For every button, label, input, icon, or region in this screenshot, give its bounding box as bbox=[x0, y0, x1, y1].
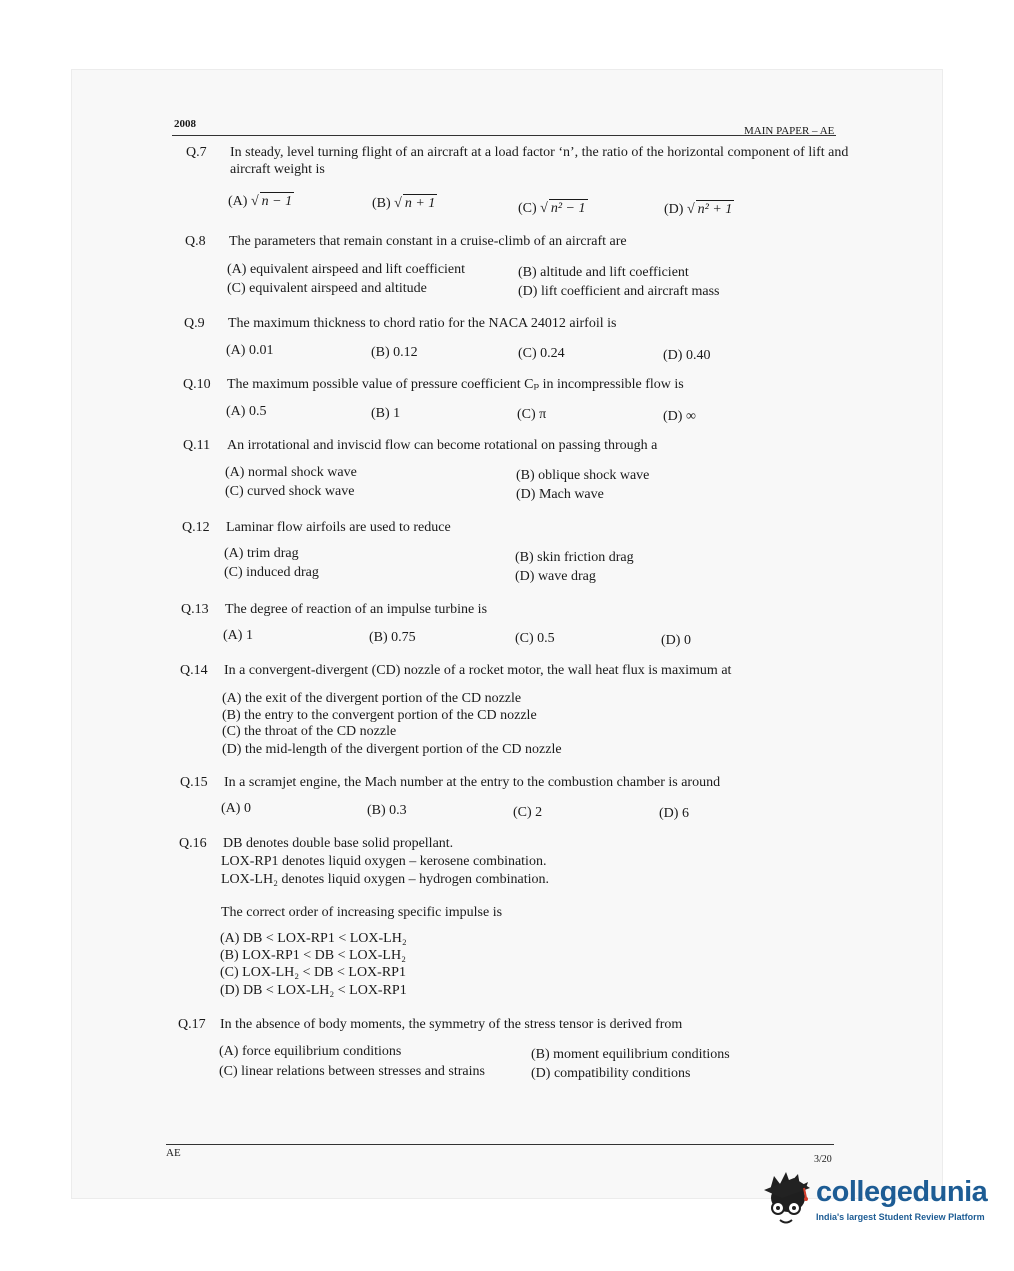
question-number: Q.13 bbox=[181, 602, 209, 617]
option-a: (A) 0.5 bbox=[226, 404, 267, 419]
question-number: Q.15 bbox=[180, 775, 208, 790]
option-d: (D) wave drag bbox=[515, 569, 596, 584]
option-b: (B) oblique shock wave bbox=[516, 468, 650, 483]
option-b: (B) √ n + 1 bbox=[372, 196, 436, 211]
option-c: (C) 2 bbox=[513, 805, 543, 820]
option-c: (C) the throat of the CD nozzle bbox=[222, 724, 397, 739]
header-paper-title: MAIN PAPER – AE bbox=[744, 125, 835, 137]
option-b: (B) the entry to the convergent portion of the CD nozzle bbox=[222, 708, 537, 723]
option-b: (B) moment equilibrium conditions bbox=[531, 1047, 730, 1062]
question-text: In a convergent-divergent (CD) nozzle of a rocket motor, the wall heat flux is maximum at bbox=[224, 663, 732, 678]
collegedunia-logo bbox=[760, 1168, 986, 1230]
option-c: (C) linear relations between stresses and strains bbox=[219, 1064, 485, 1079]
question-text: In a scramjet engine, the Mach number at the entry to the combustion chamber is around bbox=[224, 775, 721, 790]
option-a: (A) trim drag bbox=[224, 546, 299, 561]
option-c: (C) 0.5 bbox=[515, 631, 555, 646]
question-line: LOX-RP1 denotes liquid oxygen – kerosene combination. bbox=[221, 854, 547, 869]
option-c: (C) 0.24 bbox=[518, 346, 565, 361]
question-text: In the absence of body moments, the symmetry of the stress tensor is derived from bbox=[220, 1017, 683, 1032]
option-b: (B) skin friction drag bbox=[515, 550, 634, 565]
header-year: 2008 bbox=[174, 118, 196, 130]
footer-code: AE bbox=[166, 1147, 181, 1159]
option-a: (A) 0.01 bbox=[226, 343, 274, 358]
footer-rule bbox=[166, 1144, 834, 1145]
question-text: In steady, level turning flight of an aircraft at a load factor ‘n’, the ratio of the horizontal component of lift and aircraft weight is bbox=[230, 145, 849, 177]
option-b: (B) 1 bbox=[371, 406, 401, 421]
mascot-icon bbox=[760, 1168, 814, 1230]
question-text: The maximum thickness to chord ratio for the NACA 24012 airfoil is bbox=[228, 316, 617, 331]
question-text: The parameters that remain constant in a cruise-climb of an aircraft are bbox=[229, 234, 627, 249]
option-b: (B) 0.12 bbox=[371, 345, 418, 360]
option-c: (C) π bbox=[517, 407, 547, 422]
option-a: (A) 1 bbox=[223, 628, 253, 643]
option-a: (A) force equilibrium conditions bbox=[219, 1044, 402, 1059]
question-number: Q.8 bbox=[185, 234, 206, 249]
option-d: (D) compatibility conditions bbox=[531, 1066, 691, 1081]
option-b: (B) altitude and lift coefficient bbox=[518, 265, 689, 280]
option-a: (A) DB < LOX-RP1 < LOX-LH₂ bbox=[220, 931, 407, 946]
option-d: (D) DB < LOX-LH₂ < LOX-RP1 bbox=[220, 983, 407, 998]
option-c: (C) induced drag bbox=[224, 565, 319, 580]
option-c: (C) √ n² − 1 bbox=[518, 201, 586, 216]
brand-name: collegedunia bbox=[816, 1176, 988, 1208]
question-number: Q.10 bbox=[183, 377, 211, 392]
question-number: Q.17 bbox=[178, 1017, 206, 1032]
question-number: Q.11 bbox=[183, 438, 211, 453]
option-a: (A) 0 bbox=[221, 801, 251, 816]
option-a: (A) equivalent airspeed and lift coefficient bbox=[227, 262, 466, 277]
question-number: Q.12 bbox=[182, 520, 210, 535]
question-text: The degree of reaction of an impulse turbine is bbox=[225, 602, 488, 617]
question-number: Q.16 bbox=[179, 836, 207, 851]
option-d: (D) lift coefficient and aircraft mass bbox=[518, 284, 720, 299]
option-a: (A) √ n − 1 bbox=[228, 194, 293, 209]
footer-page-number: 3/20 bbox=[814, 1154, 832, 1165]
option-d: (D) 0.40 bbox=[663, 348, 711, 363]
question-line: LOX-LH₂ denotes liquid oxygen – hydrogen combination. bbox=[221, 872, 549, 887]
question-number: Q.14 bbox=[180, 663, 208, 678]
option-c: (C) curved shock wave bbox=[225, 484, 355, 499]
option-b: (B) 0.75 bbox=[369, 630, 416, 645]
option-c: (C) LOX-LH₂ < DB < LOX-RP1 bbox=[220, 965, 406, 980]
option-d: (D) 6 bbox=[659, 806, 689, 821]
option-c: (C) equivalent airspeed and altitude bbox=[227, 281, 427, 296]
option-b: (B) LOX-RP1 < DB < LOX-LH₂ bbox=[220, 948, 406, 963]
question-prompt: The correct order of increasing specific impulse is bbox=[221, 905, 503, 920]
brand-tagline: India's largest Student Review Platform bbox=[816, 1212, 985, 1222]
option-b: (B) 0.3 bbox=[367, 803, 407, 818]
header-rule bbox=[172, 135, 836, 136]
question-text: DB denotes double base solid propellant. bbox=[223, 836, 454, 851]
question-text: An irrotational and inviscid flow can become rotational on passing through a bbox=[227, 438, 658, 453]
option-d: (D) 0 bbox=[661, 633, 691, 648]
option-d: (D) the mid-length of the divergent portion of the CD nozzle bbox=[222, 742, 562, 757]
question-text: The maximum possible value of pressure coefficient Cₚ in incompressible flow is bbox=[227, 377, 684, 392]
option-a: (A) normal shock wave bbox=[225, 465, 357, 480]
option-a: (A) the exit of the divergent portion of the CD nozzle bbox=[222, 691, 522, 706]
question-number: Q.7 bbox=[186, 145, 207, 160]
question-number: Q.9 bbox=[184, 316, 205, 331]
option-d: (D) ∞ bbox=[663, 409, 696, 424]
option-d: (D) √ n² + 1 bbox=[664, 202, 733, 217]
option-d: (D) Mach wave bbox=[516, 487, 604, 502]
question-text: Laminar flow airfoils are used to reduce bbox=[226, 520, 451, 535]
